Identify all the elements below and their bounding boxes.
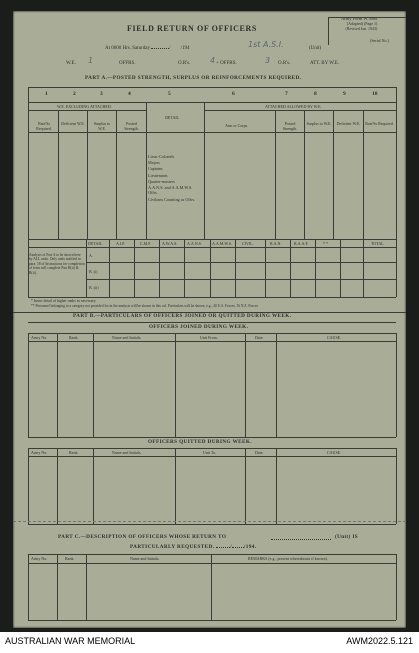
part-c-requested: PARTICULARLY REQUESTED.: [130, 544, 215, 550]
part-a-heading: PART A.—POSTED STRENGTH, SURPLUS OR REINFORCEMENTS REQUIRED.: [85, 75, 302, 81]
quitted-col-army-no: Army No.: [31, 450, 48, 455]
header-rates-required-att: Rate'Ss Required.: [365, 121, 394, 126]
part-c-year: 194: [245, 544, 255, 550]
part-c-col-rank: Rank.: [65, 556, 75, 561]
analysis-total-header: TOTAL: [371, 241, 384, 246]
joined-col-cause: CAUSE.: [327, 335, 342, 340]
analysis-aamws-header: A.A.M.W.S.: [212, 241, 232, 246]
detail-aans: A.A.N.S. and A.A.M.W.S. Offrs.: [148, 185, 193, 196]
footer-bar: [0, 632, 419, 653]
analysis-awas-header: A.W.A.S.: [162, 241, 178, 246]
quitted-col-cause: CAUSE.: [327, 450, 342, 455]
row-label-b-ii: B. (ii): [89, 285, 99, 290]
we-excluding-header: W.E. EXCLUDING ATTACHED.: [57, 104, 112, 109]
joined-col-date: Date.: [255, 335, 264, 340]
ors-label: O.R's.: [178, 61, 191, 66]
col-number-1: 1: [45, 91, 48, 97]
joined-col-unit-from: Unit From.: [200, 335, 218, 340]
quitted-heading: OFFICERS QUITTED DURING WEEK.: [148, 439, 253, 445]
offrs-label: OFFRS.: [119, 61, 136, 66]
col-number-7: 7: [285, 91, 288, 97]
detail-lieut-colonels: Lieut.-Colonels: [148, 154, 175, 159]
we-label: W.E.: [66, 61, 76, 66]
row-label-b-i: B. (i): [89, 269, 98, 274]
part-c-col-name: Name and Initials.: [130, 556, 160, 561]
col-number-2: 2: [73, 91, 76, 97]
analysis-other-header: * *: [323, 241, 328, 246]
header-detail: DETAIL.: [165, 115, 181, 120]
adapted-note: (Adapted) (Page 1): [346, 21, 378, 26]
part-b-heading: PART B.—PARTICULARS OF OFFICERS JOINED OR QUITTED DURING WEEK.: [73, 313, 292, 319]
col-number-8: 8: [314, 91, 317, 97]
col-number-6: 6: [232, 91, 235, 97]
analysis-cmf-header: C.M.F.: [140, 241, 152, 246]
detail-majors: Majors: [148, 160, 160, 166]
army-form-number: Army Form W.3008: [341, 16, 378, 21]
detail-captains: Captains: [148, 166, 163, 172]
header-surplus-we-att: Surplus to W.E.: [306, 121, 332, 126]
joined-heading: OFFICERS JOINED DURING WEEK.: [149, 324, 249, 330]
unit-label: (Unit): [309, 46, 322, 51]
attached-allowed-header: ATTACHED ALLOWED BY W.E.: [265, 104, 322, 109]
joined-col-name: Name and Initials.: [112, 335, 142, 340]
detail-quartermasters: Quarter-masters: [148, 178, 175, 184]
part-c-heading: PART C.—DESCRIPTION OF OFFICERS WHOSE RETURN TO: [58, 534, 227, 540]
analysis-ran-header: R.A.N.: [270, 241, 282, 246]
footnote-higher-ranks: * Insert detail of higher ranks as necessary.: [31, 299, 97, 303]
at-year: 194: [182, 46, 190, 51]
part-c-requested-line: PARTICULARLY REQUESTED. / /194.: [130, 544, 257, 550]
analysis-civil-header: CIVIL.: [242, 241, 254, 246]
part-c-col-army-no: Army No.: [31, 556, 48, 561]
form-reference: [341, 16, 377, 31]
header-deficient-we: Deficient W.E.: [61, 121, 85, 126]
handwritten-we: 1: [88, 56, 94, 65]
analysis-note: Analysis of Part A to be shown here by ALL units. Only units notified in para. 18 of Instructions for completion of form will complete Part B(ii) & B(ii).: [29, 253, 85, 275]
joined-col-army-no: Army No.: [31, 335, 48, 340]
header-posted-strength-att: Posted Strength.: [282, 121, 298, 131]
analysis-detail-header: DETAIL.: [88, 241, 104, 246]
col-number-10: 10: [372, 91, 378, 97]
header-posted-strength: Posted Strength.: [124, 121, 139, 131]
analysis-aans-header: A.A.N.S.: [187, 241, 202, 246]
quitted-col-unit-to: Unit To.: [203, 450, 217, 455]
att-label: ATT. BY W.E.: [310, 61, 340, 66]
plus-offrs-label: + OFFRS.: [216, 61, 237, 66]
at-time-label: At 0600 Hrs. Saturday: [105, 46, 150, 51]
footer-accession-number: AWM2022.5.121: [346, 636, 413, 646]
header-deficient-we-att: Deficient W.E.: [336, 121, 361, 126]
detail-list: [148, 154, 202, 202]
col-number-5: 5: [168, 91, 171, 97]
footnote-other-personnel: ** Personnel belonging to a category not provided for in the analysis will be shown in this col. Particulars will be shown, e.g., 20 U.S. Forces, 16 N.Z. Forces: [31, 304, 258, 308]
detail-civilians: Civilians Counting as Offrs.: [148, 197, 196, 203]
at-line: At 0600 Hrs. Saturday / /194: [105, 46, 190, 51]
quitted-col-date: Date.: [255, 450, 264, 455]
header-surplus-we: Surplus to W.E.: [93, 121, 111, 131]
header-rates-required: Rate'Ss Required.: [36, 121, 52, 131]
detail-lieutenants: Lieutenants: [148, 172, 168, 178]
quitted-col-rank: Rank.: [69, 450, 79, 455]
serial-number-label: (Serial No.): [370, 38, 389, 43]
analysis-aif-header: A.I.F.: [116, 241, 126, 246]
footer-institution: AUSTRALIAN WAR MEMORIAL: [5, 636, 136, 646]
part-c-unit: (Unit) IS: [335, 534, 359, 540]
form-sheet: [13, 11, 406, 628]
joined-col-rank: Rank.: [69, 335, 79, 340]
revised-note: (Revised Jan. 1943): [345, 26, 378, 31]
handwritten-offrs: 4: [210, 56, 216, 65]
ors2-label: O.R's.: [278, 61, 291, 66]
part-c-col-remarks: REMARKS (e.g., present whereabouts if known).: [248, 556, 328, 561]
col-number-9: 9: [343, 91, 346, 97]
analysis-raaf-header: R.A.A.F.: [294, 241, 309, 246]
row-label-a: A.: [89, 253, 93, 258]
col-number-4: 4: [128, 91, 131, 97]
handwritten-ors: 3: [265, 56, 271, 65]
header-arm-corps: Arm or Corps.: [225, 123, 249, 128]
form-title: FIELD RETURN OF OFFICERS: [127, 24, 257, 33]
handwritten-unit: 1st A.S.I.: [248, 40, 284, 49]
col-number-3: 3: [100, 91, 103, 97]
quitted-col-name: Name and Initials.: [112, 450, 142, 455]
